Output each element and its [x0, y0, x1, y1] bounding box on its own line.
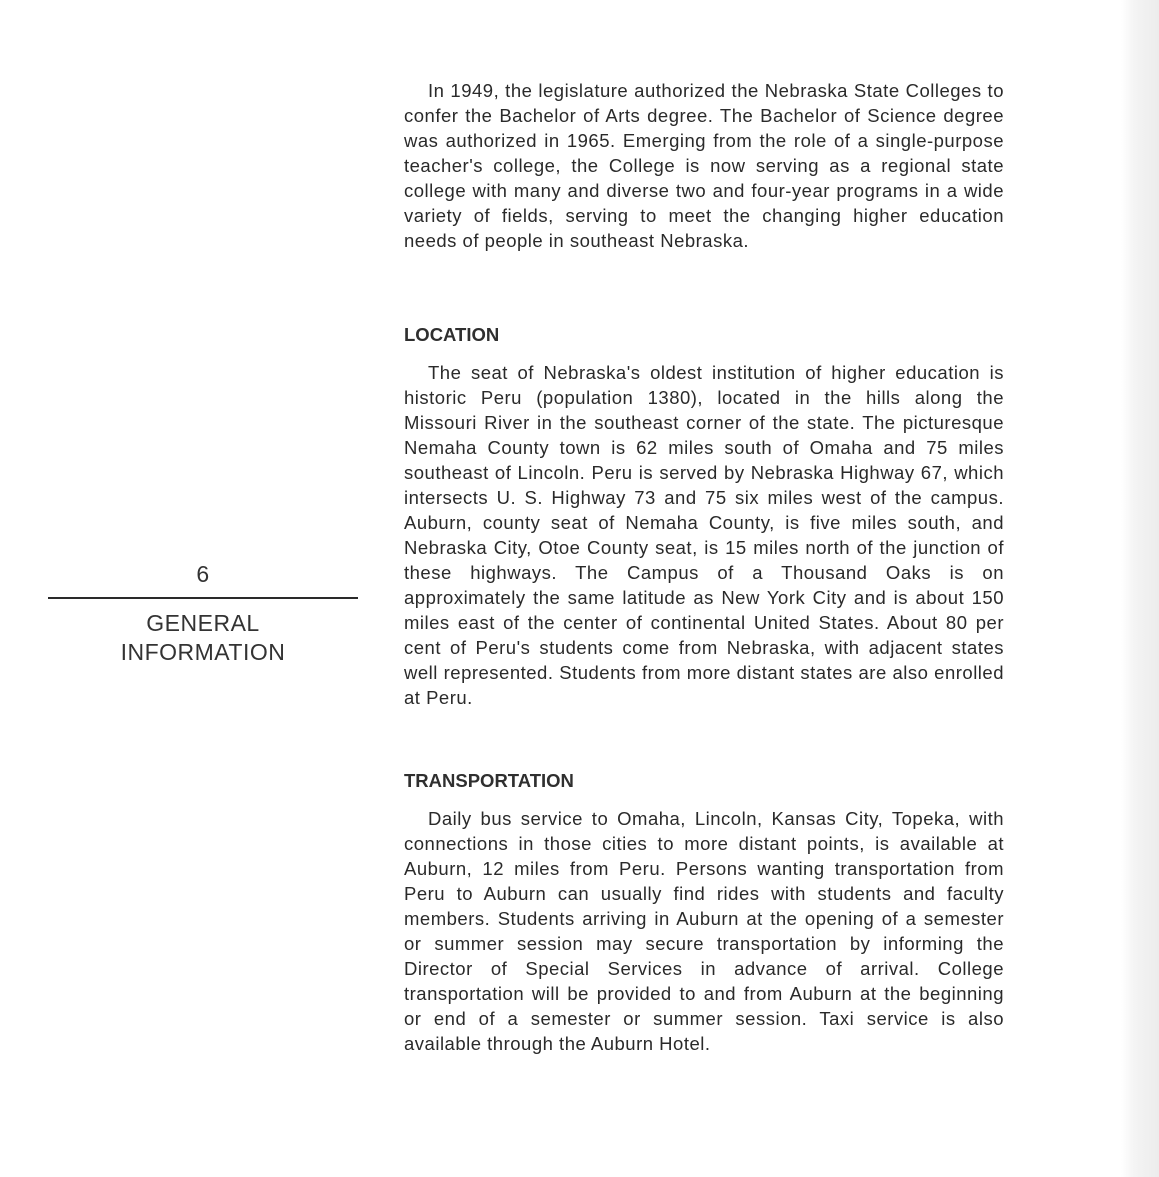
- section-marker: [48, 560, 358, 667]
- section-divider: [48, 597, 358, 599]
- location-heading: LOCATION: [404, 324, 500, 345]
- intro-paragraph: In 1949, the legislature authorized the Nebraska State Colleges to confer the Bachelor of Arts degree. The Bachelor of Science degree was authorized in 1965. Emerging from the role of a single-purpose teacher's college, the College is now serving as a regional state college with many and diverse two and four-year programs in a wide variety of fields, serving to meet the changing higher education needs of people in southeast Nebraska.: [404, 80, 1004, 251]
- page-edge-shadow: [1121, 0, 1159, 1177]
- transportation-paragraph: Daily bus service to Omaha, Lincoln, Kansas City, Topeka, with connections in those cities to more distant points, is available at Auburn, 12 miles from Peru. Persons wanting transportation from Peru to Auburn can usually find rides with students and faculty members. Students arriving in Auburn at the opening of a semester or summer session may secure transportation by informing the Director of Special Services in advance of arrival. College transportation will be provided to and from Auburn at the beginning or end of a semester or summer session. Taxi service is also available through the Auburn Hotel.: [404, 808, 1004, 1054]
- section-title: GENERAL INFORMATION: [120, 610, 286, 665]
- page-number: 6: [196, 561, 210, 587]
- location-paragraph: The seat of Nebraska's oldest institution of higher education is historic Peru (population 1380), located in the hills along the Missouri River in the southeast corner of the state. The picturesque Nemaha County town is 62 miles south of Omaha and 75 miles southeast of Lincoln. Peru is served by Nebraska Highway 67, which intersects U. S. Highway 73 and 75 six miles west of the campus. Auburn, county seat of Nemaha County, is five miles south, and Nebraska City, Otoe County seat, is 15 miles north of the junction of these highways. The Campus of a Thousand Oaks is on approximately the same latitude as New York City and is about 150 miles east of the center of continental United States. About 80 per cent of Peru's students come from Nebraska, with adjacent states well represented. Students from more distant states are also enrolled at Peru.: [404, 362, 1004, 708]
- transportation-heading: TRANSPORTATION: [404, 770, 574, 791]
